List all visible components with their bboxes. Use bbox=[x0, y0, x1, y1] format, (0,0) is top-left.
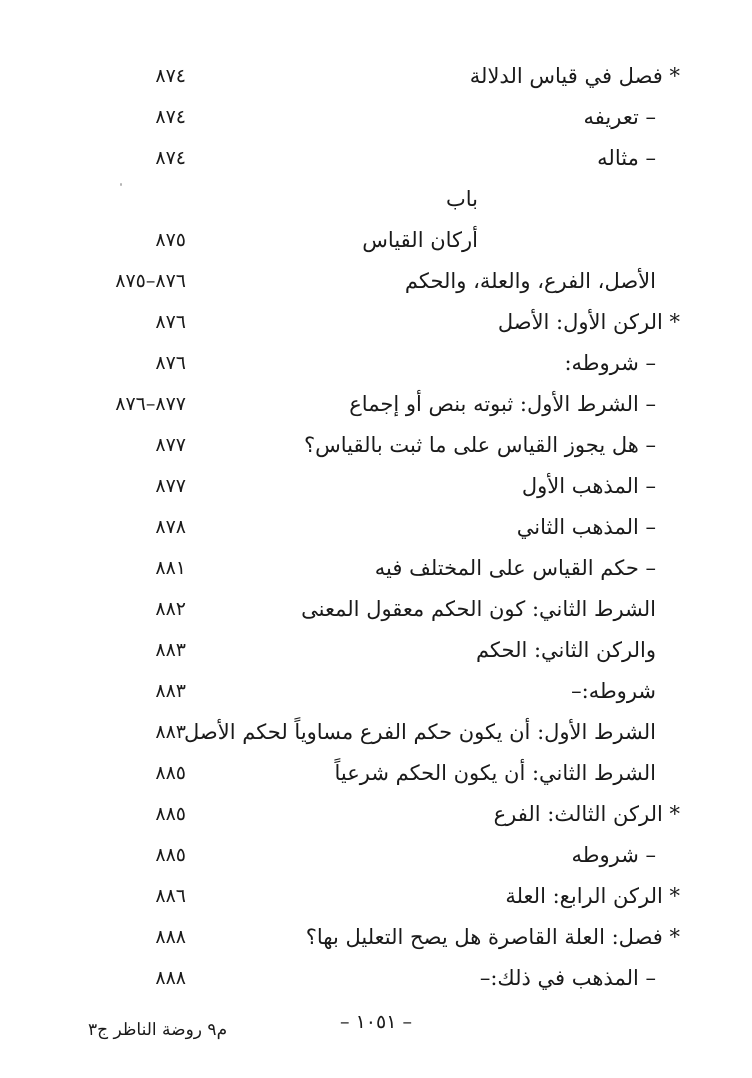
entry-title: – المذهب الأول bbox=[521, 474, 656, 498]
toc-entry bbox=[0, 795, 752, 836]
toc-entry bbox=[0, 139, 752, 180]
entry-title: * الركن الأول: الأصل bbox=[497, 310, 680, 334]
entry-title: شروطه:– bbox=[571, 679, 656, 703]
entry-title: – مثاله bbox=[597, 146, 656, 170]
toc-entry bbox=[0, 918, 752, 959]
entry-title: – الشرط الأول: ثبوته بنص أو إجماع bbox=[349, 392, 656, 416]
entry-title: * الركن الثالث: الفرع bbox=[493, 802, 680, 826]
toc-entry bbox=[0, 959, 752, 1000]
entry-page-number: ٨٧٦–٨٧٥ bbox=[115, 270, 186, 292]
entry-page-number: ٨٧٤ bbox=[155, 106, 186, 128]
page-folio: – ١٠٥١ – bbox=[340, 1011, 412, 1033]
entry-page-number: ٨٧٦ bbox=[155, 311, 186, 333]
entry-title: – شروطه: bbox=[564, 351, 656, 375]
entry-page-number: ٨٧٤ bbox=[155, 65, 186, 87]
toc-entry bbox=[0, 590, 752, 631]
entry-page-number: ٨٨٦ bbox=[155, 885, 186, 907]
toc-entry bbox=[0, 836, 752, 877]
toc-entry bbox=[0, 549, 752, 590]
entry-page-number: ٨٨١ bbox=[155, 557, 186, 579]
toc-entry bbox=[0, 426, 752, 467]
chapter-title: أركان القياس bbox=[362, 228, 478, 252]
entry-title: – حكم القياس على المختلف فيه bbox=[374, 556, 656, 580]
entry-title: الشرط الثاني: أن يكون الحكم شرعياً bbox=[334, 761, 656, 785]
table-of-contents bbox=[0, 57, 752, 1000]
toc-entry bbox=[0, 57, 752, 98]
toc-entry bbox=[0, 221, 752, 262]
toc-entry bbox=[0, 631, 752, 672]
entry-title: الشرط الثاني: كون الحكم معقول المعنى bbox=[301, 597, 656, 621]
toc-entry bbox=[0, 713, 752, 754]
entry-page-number: ٨٨٣ bbox=[155, 680, 186, 702]
toc-entry bbox=[0, 467, 752, 508]
entry-page-number: ٨٨٥ bbox=[155, 844, 186, 866]
entry-title: – شروطه bbox=[571, 843, 656, 867]
entry-page-number: ٨٧٦ bbox=[155, 352, 186, 374]
entry-page-number: ٨٧٤ bbox=[155, 147, 186, 169]
entry-page-number: ٨٨٢ bbox=[155, 598, 186, 620]
entry-page-number: ٨٨٨ bbox=[155, 967, 186, 989]
entry-title: – المذهب الثاني bbox=[516, 515, 656, 539]
entry-title: والركن الثاني: الحكم bbox=[475, 638, 656, 662]
toc-entry bbox=[0, 877, 752, 918]
entry-page-number: ٨٨٣ bbox=[155, 639, 186, 661]
entry-page-number: ٨٨٥ bbox=[155, 762, 186, 784]
toc-entry bbox=[0, 303, 752, 344]
entry-title: * فصل في قياس الدلالة bbox=[469, 64, 680, 88]
entry-page-number: ٨٨٣ bbox=[155, 721, 186, 743]
toc-entry bbox=[0, 180, 752, 221]
entry-page-number: ٨٨٥ bbox=[155, 803, 186, 825]
chapter-heading: باب bbox=[445, 187, 478, 211]
toc-entry bbox=[0, 672, 752, 713]
entry-title: * فصل: العلة القاصرة هل يصح التعليل بها؟ bbox=[305, 925, 680, 949]
entry-page-number: ٨٧٧–٨٧٦ bbox=[115, 393, 186, 415]
entry-page-number: ٨٧٨ bbox=[155, 516, 186, 538]
toc-entry bbox=[0, 98, 752, 139]
toc-entry bbox=[0, 508, 752, 549]
entry-title: – المذهب في ذلك:– bbox=[479, 966, 656, 990]
entry-page-number: ٨٧٧ bbox=[155, 475, 186, 497]
toc-entry bbox=[0, 262, 752, 303]
entry-title: الأصل، الفرع، والعلة، والحكم bbox=[404, 269, 656, 293]
entry-title: * الركن الرابع: العلة bbox=[505, 884, 680, 908]
entry-title: – تعريفه bbox=[583, 105, 656, 129]
entry-page-number: ٨٧٧ bbox=[155, 434, 186, 456]
toc-entry bbox=[0, 344, 752, 385]
entry-title: – هل يجوز القياس على ما ثبت بالقياس؟ bbox=[303, 433, 656, 457]
signature-mark: م٩ روضة الناظر ج٣ bbox=[88, 1020, 228, 1040]
toc-entry bbox=[0, 385, 752, 426]
entry-page-number: ٨٧٥ bbox=[155, 229, 186, 251]
toc-entry bbox=[0, 754, 752, 795]
entry-title: الشرط الأول: أن يكون حكم الفرع مساوياً لحكم الأصل bbox=[184, 720, 656, 744]
entry-page-number: ٨٨٨ bbox=[155, 926, 186, 948]
